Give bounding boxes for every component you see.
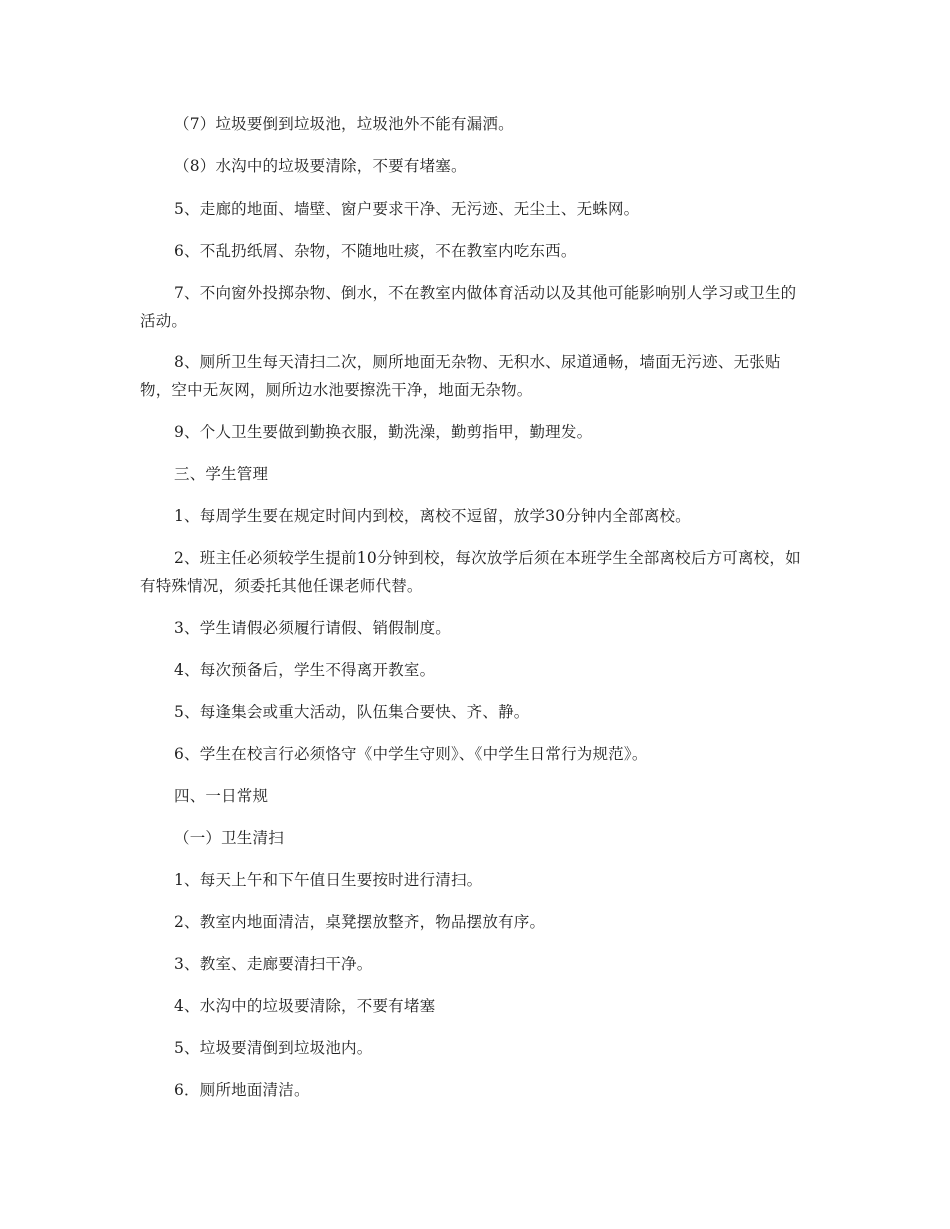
paragraph-classroom-corridor: 3、教室、走廊要清扫干净。 [174, 955, 373, 973]
section-heading-student-management: 三、学生管理 [174, 465, 269, 483]
paragraph-toilet-floor: 6．厕所地面清洁。 [174, 1081, 310, 1099]
paragraph-personal-hygiene: 9、个人卫生要做到勤换衣服，勤洗澡，勤剪指甲，勤理发。 [174, 423, 593, 441]
subsection-heading-cleaning: （一）卫生清扫 [174, 829, 284, 847]
paragraph-toilet-cleaning: 8、厕所卫生每天清扫二次，厕所地面无杂物、无积水、尿道通畅，墙面无污迹、无张贴物，空中无灰网，厕所边水池要擦洗干净，地面无杂物。 [140, 353, 781, 399]
paragraph-assembly: 5、每逢集会或重大活动，队伍集合要快、齐、静。 [174, 703, 530, 721]
paragraph-no-throwing: 7、不向窗外投掷杂物、倒水，不在教室内做体育活动以及其他可能影响别人学习或卫生的活动。 [140, 284, 797, 330]
paragraph-leave-request: 3、学生请假必须履行请假、销假制度。 [174, 619, 451, 637]
paragraph-arrival-time: 1、每周学生要在规定时间内到校，离校不逗留，放学30分钟内全部离校。 [174, 507, 691, 525]
paragraph-code-of-conduct: 6、学生在校言行必须恪守《中学生守则》、《中学生日常行为规范》。 [174, 745, 648, 763]
paragraph-head-teacher: 2、班主任必须较学生提前10分钟到校，每次放学后须在本班学生全部离校后方可离校，如有特殊情况，须委托其他任课老师代替。 [140, 549, 801, 595]
paragraph-ditch-clear: （8）水沟中的垃圾要清除，不要有堵塞。 [174, 157, 467, 175]
paragraph-corridor: 5、走廊的地面、墙壁、窗户要求干净、无污迹、无尘土、无蛛网。 [174, 200, 640, 218]
paragraph-ditch-garbage: 4、水沟中的垃圾要清除，不要有堵塞 [174, 997, 436, 1015]
paragraph-duty-students: 1、每天上午和下午值日生要按时进行清扫。 [174, 871, 483, 889]
paragraph-after-preparation: 4、每次预备后，学生不得离开教室。 [174, 661, 436, 679]
section-heading-daily-routine: 四、一日常规 [174, 787, 269, 805]
paragraph-garbage-pool: （7）垃圾要倒到垃圾池，垃圾池外不能有漏洒。 [174, 115, 514, 133]
paragraph-garbage-dump: 5、垃圾要清倒到垃圾池内。 [174, 1039, 373, 1057]
paragraph-no-littering: 6、不乱扔纸屑、杂物，不随地吐痰，不在教室内吃东西。 [174, 242, 577, 260]
paragraph-classroom-floor: 2、教室内地面清洁，桌凳摆放整齐，物品摆放有序。 [174, 913, 546, 931]
